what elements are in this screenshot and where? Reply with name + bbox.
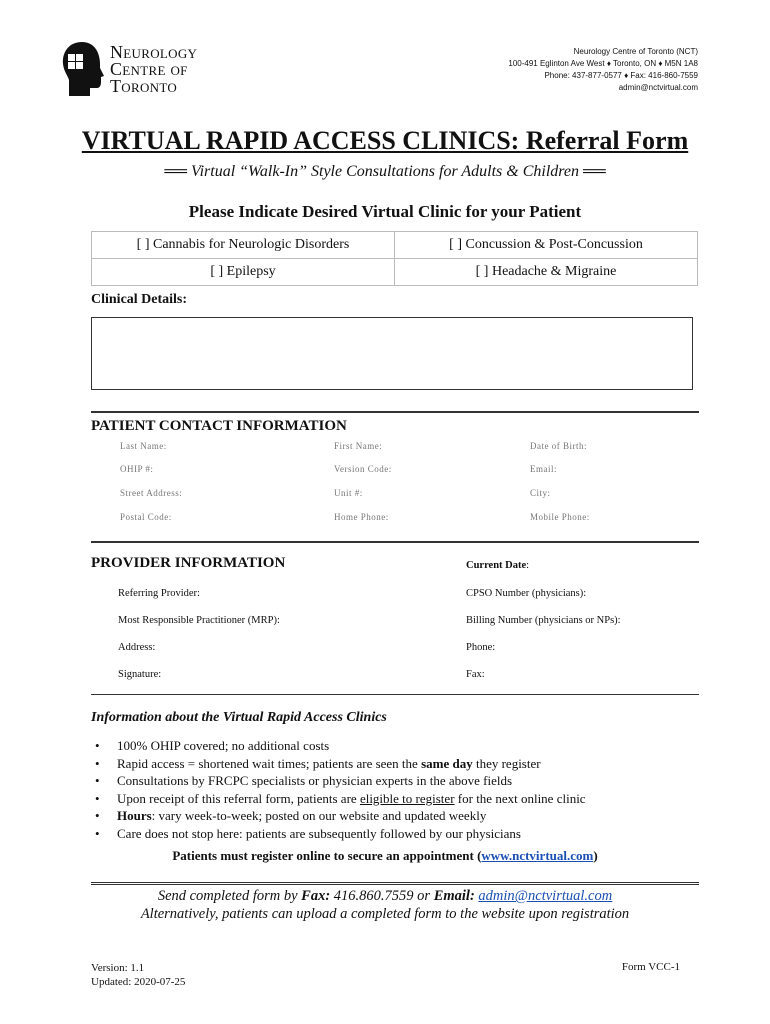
field-billing-number[interactable]: Billing Number (physicians or NPs): [466,615,621,626]
upload-instructions: Alternatively, patients can upload a completed form to the website upon registration [140,906,630,922]
email-link[interactable]: admin@nctvirtual.com [478,888,613,904]
bullet-bold: Hours [117,808,152,823]
current-date-field[interactable] [466,560,529,571]
bullet-text: Rapid access = shortened wait times; patients are seen the [117,755,422,771]
field-address[interactable]: Address: [118,642,156,653]
list-item [95,772,586,790]
page-subtitle: ══ Virtual “Walk-In” Style Consultations for Adults & Children ══ [164,163,606,180]
section-divider [91,694,699,695]
patient-field-ohip[interactable]: OHIP #: [120,464,154,474]
form-id: Form VCC-1 [621,961,680,973]
bullet-text: for the next online clinic [454,790,586,806]
patient-field-mobile-phone[interactable]: Mobile Phone: [530,512,590,522]
field-signature[interactable]: Signature: [118,669,162,680]
send-text: Send completed form by [157,888,302,904]
head-logo-icon [60,40,106,98]
patient-field-city[interactable]: City: [530,488,551,498]
bullet-text: : vary week-to-week; posted on our website and updated weekly [151,808,487,823]
clinic-option-epilepsy[interactable]: [ ] Epilepsy [92,259,395,286]
register-close: ) [593,848,598,863]
section-divider [91,541,699,543]
contact-org: Neurology Centre of Toronto (NCT) [573,47,698,56]
list-item [95,825,586,843]
register-text: Patients must register online to secure an appointment ( [172,848,482,863]
patient-field-home-phone[interactable]: Home Phone: [334,512,389,522]
clinic-option-headache[interactable]: [ ] Headache & Migraine [395,259,698,286]
section-divider [91,882,699,885]
website-link[interactable]: www.nctvirtual.com [481,848,594,863]
contact-phone-fax: Phone: 437-877-0577 ♦ Fax: 416-860-7559 [544,71,698,80]
contact-block [508,46,698,94]
register-notice [0,848,770,864]
info-bullet-list [95,737,586,842]
contact-address: 100-491 Eglinton Ave West ♦ Toronto, ON ♦ M5N 1A8 [508,59,698,68]
list-item [95,755,586,773]
patient-field-dob[interactable]: Date of Birth: [530,441,587,451]
bullet-underline: eligible to register [359,790,455,806]
current-date-label: Current Date [466,560,527,571]
email-label: Email: [433,888,475,904]
logo-line-2: Centre of [110,59,188,79]
field-phone[interactable]: Phone: [466,642,496,653]
list-item [95,807,586,825]
patient-field-last-name[interactable]: Last Name: [120,441,167,451]
clinical-details-box[interactable] [91,317,693,390]
bullet-text: 100% OHIP covered; no additional costs [117,738,330,753]
clinic-option-cannabis[interactable]: [ ] Cannabis for Neurologic Disorders [92,232,395,259]
field-referring-provider[interactable]: Referring Provider: [118,588,200,599]
provider-heading: PROVIDER INFORMATION [91,555,286,571]
patient-field-unit[interactable]: Unit #: [334,488,363,498]
list-item [95,790,586,808]
field-fax[interactable]: Fax: [466,669,485,680]
list-item [95,737,586,755]
bullet-text: they register [472,755,541,771]
logo-wordmark [110,44,197,95]
section-divider [91,411,699,413]
logo-line-1: Neurology [110,42,198,62]
contact-email[interactable]: admin@nctvirtual.com [618,83,698,92]
version-text: Version: 1.1 [91,962,145,974]
field-mrp[interactable]: Most Responsible Practitioner (MRP): [118,615,280,626]
patient-field-email[interactable]: Email: [530,464,557,474]
bullet-bold: same day [421,755,473,771]
send-instructions [0,888,770,905]
updated-text: Updated: 2020-07-25 [91,976,186,988]
bullet-text: Consultations by FRCPC specialists or physician experts in the above fields [117,773,513,788]
field-cpso[interactable]: CPSO Number (physicians): [466,588,587,599]
page-title: VIRTUAL RAPID ACCESS CLINICS: Referral Form [81,126,689,155]
clinic-options-table [91,231,698,286]
bullet-text: Upon receipt of this referral form, patients are [117,790,360,806]
version-block [91,961,185,989]
clinic-option-concussion[interactable]: [ ] Concussion & Post-Concussion [395,232,698,259]
current-date-colon: : [526,560,530,571]
patient-field-postal[interactable]: Postal Code: [120,512,172,522]
patient-heading: PATIENT CONTACT INFORMATION [91,418,347,434]
patient-field-version-code[interactable]: Version Code: [334,464,392,474]
fax-label: Fax: [301,888,331,904]
clinic-heading: Please Indicate Desired Virtual Clinic for your Patient [188,202,582,221]
clinical-details-label: Clinical Details: [91,292,188,307]
info-heading: Information about the Virtual Rapid Access Clinics [91,710,387,725]
fax-number: 416.860.7559 or [330,888,434,904]
bullet-text: Care does not stop here: patients are subsequently followed by our physicians [117,825,521,841]
patient-field-street[interactable]: Street Address: [120,488,183,498]
patient-field-first-name[interactable]: First Name: [334,441,383,451]
logo-line-3: Toronto [110,76,178,96]
